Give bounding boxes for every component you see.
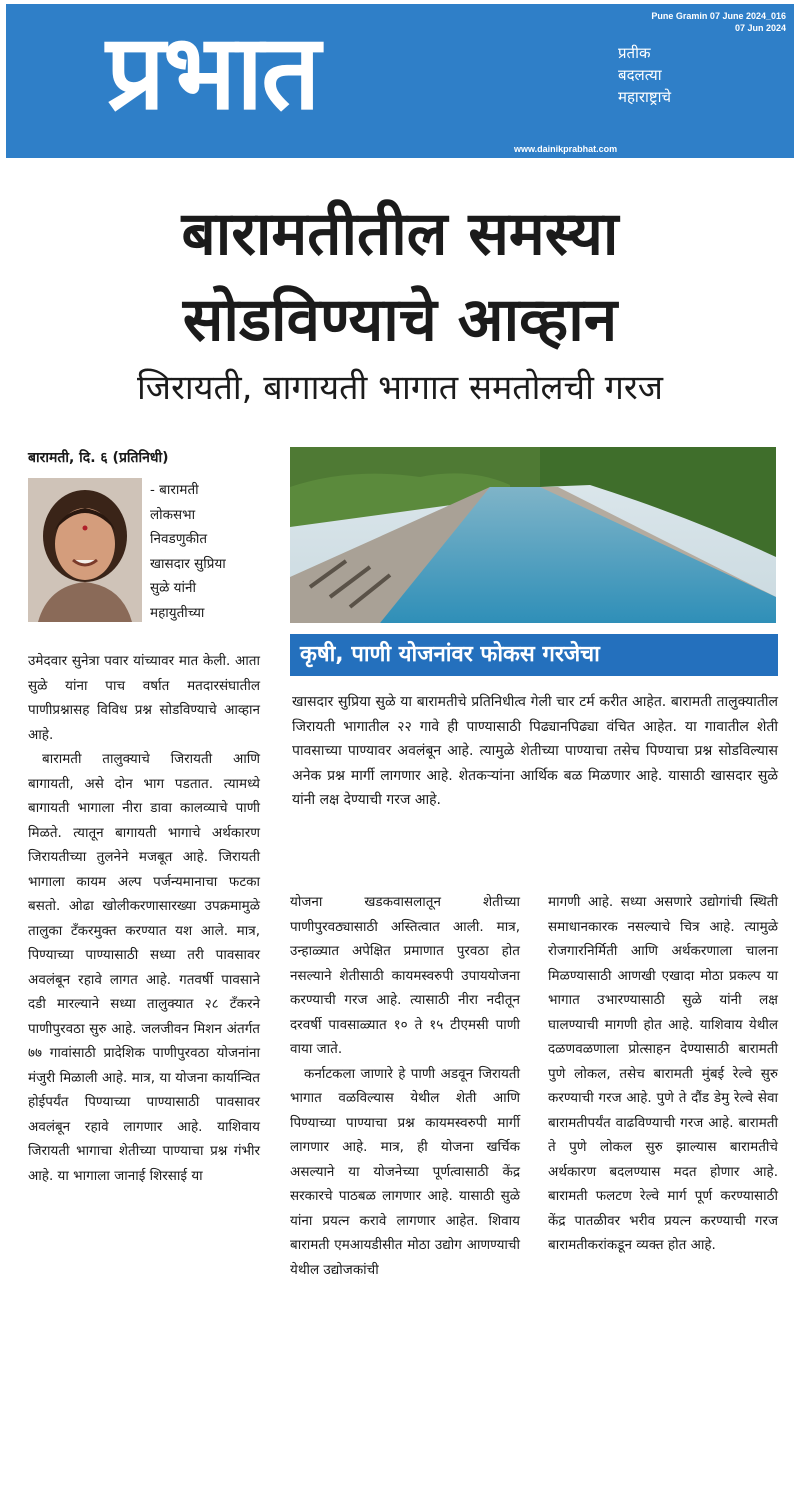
article-column-2 — [290, 890, 520, 1282]
dateline: बारामती, दि. ६ (प्रतिनिधी) — [28, 450, 169, 466]
website-url: www.dainikprabhat.com — [514, 144, 618, 154]
tagline-line-3: महाराष्ट्राचे — [618, 88, 672, 106]
edition-line-1: Pune Gramin 07 June 2024_016 — [651, 11, 786, 21]
article-column-3 — [548, 890, 778, 1258]
box-heading-banner — [290, 634, 778, 676]
col1-paragraph-1: उमेदवार सुनेत्रा पवार यांच्यावर मात केली. आता सुळे यांना पाच वर्षात मतदारसंघातील पाणीप्रश्नासह विविध प्रश्न सोडविण्याचे आव्हान आहे. — [28, 653, 260, 743]
edition-line-2: 07 Jun 2024 — [734, 23, 786, 33]
lead-text-beside-photo — [150, 478, 262, 625]
article-column-1 — [28, 649, 260, 1188]
lead-line-6: महायुतीच्या — [150, 604, 205, 621]
canal-photo — [290, 447, 776, 623]
subheadline: जिरायती, बागायती भागात समतोलची गरज — [136, 368, 664, 408]
col2-paragraph-2: कर्नाटकला जाणारे हे पाणी अडवून जिरायती भागात वळविल्यास येथील शेती आणि पिण्याच्या पाण्याचा प्रश्न कायमस्वरुपी मार्गी लागणार आहे. मात्र, ही योजना खर्चिक असल्याने या योजनेच्या पूर्णत्वासाठी केंद्र सरकारचे पाठबळ लागणार आहे. यासाठी सुळे यांना प्रयत्न करावे लागणार आहेत. शिवाय बारामती एमआयडीसीत मोठा उद्योग आणण्याची येथील उद्योजकांची — [290, 1065, 520, 1278]
lead-line-5: सुळे यांनी — [150, 580, 196, 596]
newspaper-logo: प्रभात — [106, 11, 319, 133]
edition-info — [651, 10, 786, 34]
col1-paragraph-2: बारामती तालुक्याचे जिरायती आणि बागायती, असे दोन भाग पडतात. त्यामध्ये बागायती भागाला नीरा डावा कालव्याचे पाणी मिळते. त्यातून बागायती भागाचे अर्थकारण जिरायतीच्या तुलनेने मजबूत आहे. जिरायती भागाला कायम अल्प पर्जन्यमानाचा फटका बसतो. ओढा खोलीकरणासारख्या उपक्रमामुळे तालुका टँकरमुक्त करण्यात यश आले. मात्र, पिण्याच्या पाण्यासाठी सध्या तरी पावसावर अवलंबून रहावे लागत आहे. गतवर्षी पावसाने दडी मारल्याने सध्या तालुक्यात २८ टँकरने पाणीपुरवठा सुरु आहे. जलजीवन मिशन अंतर्गत ७७ गावांसाठी प्रादेशिक पाणीपुरवठा योजनांना मंजुरी मिळाली आहे. मात्र, या योजना कार्यान्वित होईपर्यंत पिण्याच्या पाण्यासाठी पावसावर अवलंबून रहावे लागणार आहे. याशिवाय जिरायती भागाचा शेतीच्या पाण्याचा प्रश्न गंभीर आहे. या भागाला जानाई शिरसाई या — [28, 751, 260, 1184]
lead-line-4: खासदार सुप्रिया — [150, 555, 226, 572]
lead-line-1: - बारामती — [150, 482, 199, 498]
portrait-photo — [28, 478, 142, 622]
headline-line-2: सोडविण्याचे आव्हान — [182, 285, 618, 355]
lead-line-3: निवडणुकीत — [150, 531, 208, 547]
box-heading: कृषी, पाणी योजनांवर फोकस गरजेचा — [300, 642, 600, 667]
col3-paragraph-1: मागणी आहे. सध्या असणारे उद्योगांची स्थिती समाधानकारक नसल्याचे चित्र आहे. त्यामुळे रोजगारनिर्मिती आणि अर्थकरणाला चालना मिळण्यासाठी आणखी एखादा मोठा प्रकल्प या भागात उभारण्यासाठी सुळे यांनी लक्ष घालण्याची मागणी होत आहे. याशिवाय येथील दळणवळणाला प्रोत्साहन देण्यासाठी बारामती पुणे लोकल, तसेच बारामती मुंबई रेल्वे सुरु करण्याची गरज आहे. पुणे ते दौंड डेमु रेल्वे सेवा बारामतीपर्यंत वाढविण्याची गरज आहे. बारामती ते पुणे लोकल सुरु झाल्यास बारामतीचे अर्थकारण बदलण्यास मदत होणार आहे. बारामती फलटण रेल्वे मार्ग पूर्ण करण्यासाठी केंद्र पातळीवर भरीव प्रयत्न करण्याची गरज बारामतीकरांकडून व्यक्त होत आहे. — [548, 894, 778, 1253]
tagline-line-2: बदलत्या — [618, 66, 662, 84]
col2-paragraph-1: योजना खडकवासलातून शेतीच्या पाणीपुरवठ्यासाठी अस्तित्वात आली. मात्र, उन्हाळ्यात अपेक्षित प्रमाणात पुरवठा होत नसल्याने शेतीसाठी कायमस्वरुपी उपाययोजना करण्याची गरज आहे. त्यासाठी नीरा नदीतून दरवर्षी पावसाळ्यात १० ते १५ टीएमसी पाणी वाया जाते. — [290, 894, 520, 1057]
masthead-tagline — [618, 42, 671, 108]
box-text: खासदार सुप्रिया सुळे या बारामतीचे प्रतिनिधीत्व गेली चार टर्म करीत आहेत. बारामती तालुक्यातील जिरायती भागातील २२ गावे ही पाण्यासाठी पिढ्यानपिढ्या वंचित आहेत. या गावातील शेती पावसाच्या पाण्यावर अवलंबून आहे. त्यामुळे शेतीच्या पाण्याचा तसेच पिण्याचा प्रश्न सोडविल्यास अनेक प्रश्न मार्गी लागणार आहे. शेतकऱ्यांना आर्थिक बळ मिळणार आहे. यासाठी खासदार सुळे यांनी लक्ष देण्याची गरज आहे. — [292, 694, 778, 808]
newspaper-masthead — [6, 4, 794, 158]
tagline-line-1: प्रतीक — [618, 44, 651, 62]
headline-line-1: बारामतीतील समस्या — [181, 199, 619, 269]
lead-line-2: लोकसभा — [150, 506, 196, 523]
